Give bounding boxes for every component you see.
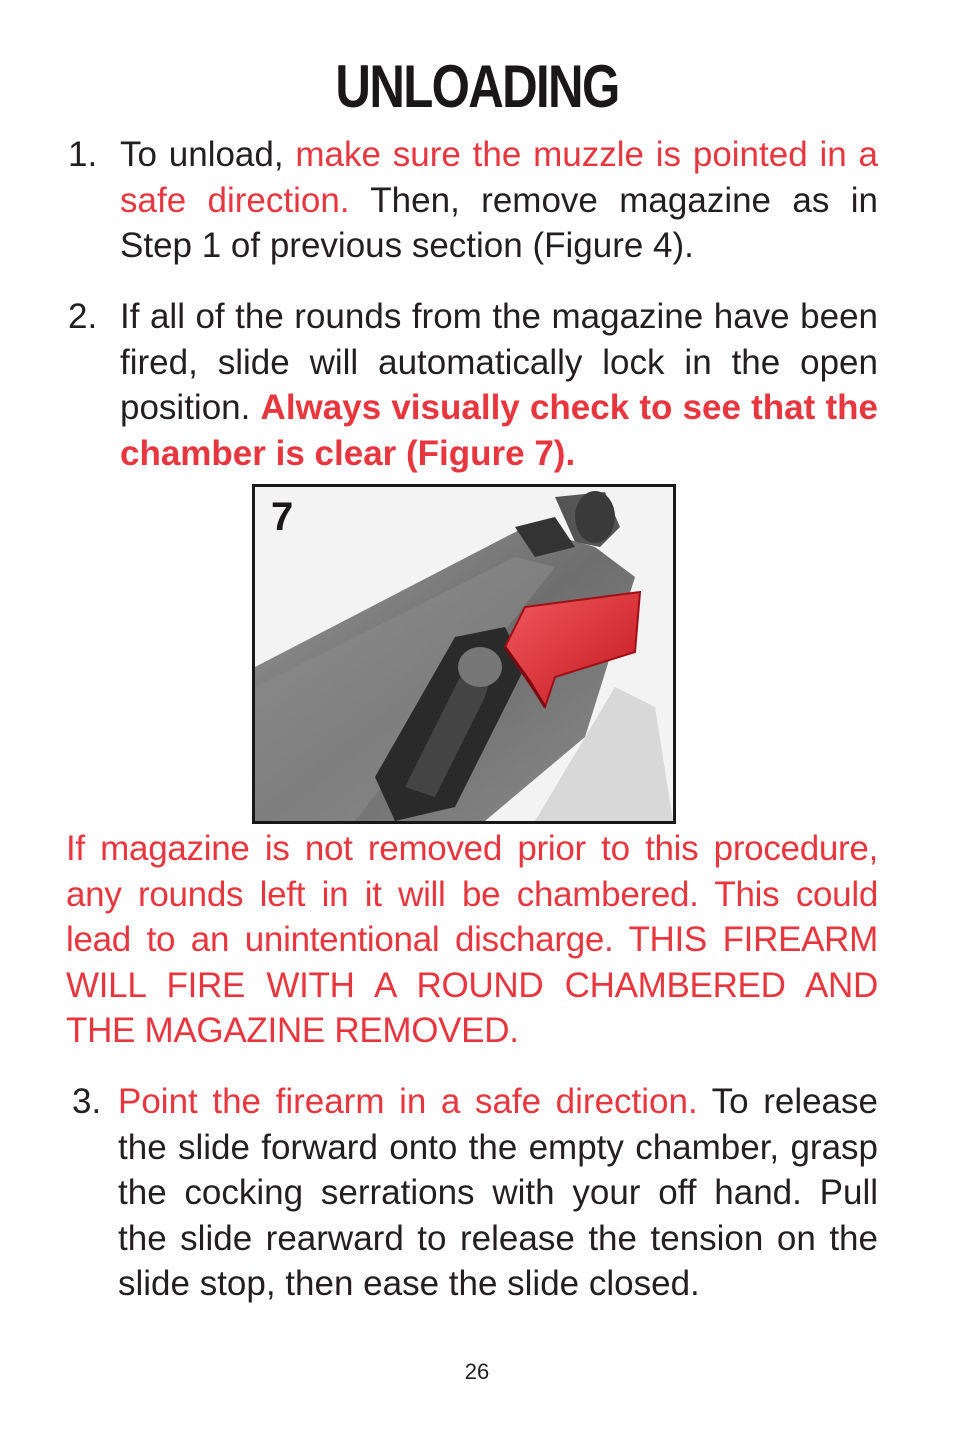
step-text: To unload,: [120, 135, 296, 174]
figure-number: 7: [271, 495, 294, 539]
step-2: [68, 294, 878, 476]
step-3: [72, 1079, 878, 1307]
step-number: 1.: [68, 135, 98, 174]
figure-7-chamber-photo: [252, 484, 676, 824]
step-text: If all of the rounds from the magazine have been fired, slide will automatically lock in the open position.: [120, 297, 878, 427]
step-number: 2.: [68, 297, 98, 336]
safety-instruction: Point the firearm in a safe direction.: [118, 1082, 698, 1121]
page-number: 26: [464, 1359, 490, 1384]
safety-instruction: Always visually check to see that the chamber is clear (Figure 7).: [120, 388, 878, 473]
step-text: To release the slide forward onto the empty chamber, grasp the cocking serrations with your off hand. Pull the slide rearward to release the tension on the slide stop, then ease the slide closed.: [118, 1082, 878, 1303]
safety-instruction: make sure the muzzle is pointed in a safe direction.: [120, 135, 878, 220]
step-number: 3.: [72, 1082, 102, 1121]
pistol-chamber-illustration: [255, 487, 673, 821]
warning-text: If magazine is not removed prior to this procedure, any rounds left in it will be chambered. This could lead to an unintentional discharge. THIS FIREARM WILL FIRE WITH A ROUND CHAMBERED AND THE MAGAZINE REMOVED.: [66, 829, 878, 1050]
step-text: Then, remove magazine as in Step 1 of previous section (Figure 4).: [120, 180, 878, 265]
page-title: UNLOADING: [335, 53, 619, 120]
step-1: [68, 132, 878, 269]
